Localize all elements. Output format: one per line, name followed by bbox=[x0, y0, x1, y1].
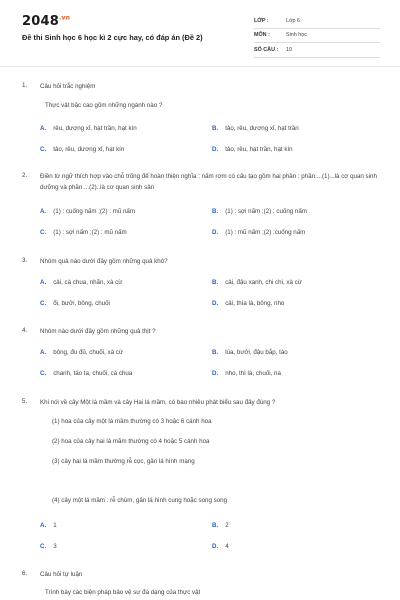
option-a[interactable]: A. 1 bbox=[40, 522, 57, 529]
option-c[interactable]: C. chanh, táo ta, chuối, cà chua bbox=[40, 370, 133, 377]
option-b[interactable]: B. 2 bbox=[212, 522, 229, 529]
meta-row-count: SỐ CÂU : 10 bbox=[254, 43, 380, 58]
document-title: Đề thi Sinh học 6 học kì 2 cực hay, có đáp án (Đề 2) bbox=[22, 33, 203, 42]
option-d[interactable]: D. cải, thìa là, bông, nho bbox=[212, 300, 285, 307]
meta-table bbox=[254, 14, 380, 58]
option-a[interactable]: A. (1) : cuống nấm ;(2) : mũ nấm bbox=[40, 208, 136, 215]
option-d[interactable]: D. nho, thì là, chuối, na bbox=[212, 370, 281, 377]
option-d[interactable]: D. tảo, rêu, hạt trần, hạt kín bbox=[212, 146, 293, 153]
option-b[interactable]: B. tảo, rêu, dương xỉ, hạt trần bbox=[212, 125, 299, 132]
document-header bbox=[0, 0, 400, 62]
statement-2: (2) hoa của cây hai lá mầm thường có 4 hoặc 5 cánh hoa bbox=[52, 438, 210, 445]
option-c[interactable]: C. (1) : sợi nấm ;(2) : mũ nấm bbox=[40, 229, 127, 236]
statement-4: (4) cây một lá mầm : rễ chùm, gân lá hình cung hoặc song song bbox=[52, 497, 228, 504]
option-d[interactable]: D. (1) : mũ nấm ;(2) :cuống nấm bbox=[212, 229, 306, 236]
statement-1: (1) hoa của cây một lá mầm thường có 3 hoặc 6 cánh hoa bbox=[52, 418, 212, 425]
option-a[interactable]: A. cải, cà chua, nhãn, xà cừ bbox=[40, 279, 123, 286]
option-b[interactable]: B. (1) : sợi nấm ;(2) : cuống nấm bbox=[212, 208, 307, 215]
header-divider bbox=[0, 66, 400, 67]
option-a[interactable]: A. rêu, dương xỉ, hạt trần, hạt kín bbox=[40, 125, 137, 132]
meta-row-grade: LỚP : Lớp 6 bbox=[254, 14, 380, 29]
option-c[interactable]: C. 3 bbox=[40, 543, 57, 550]
option-c[interactable]: C. ổi, bưởi, bông, chuối bbox=[40, 300, 110, 307]
site-logo[interactable]: $2048^{.vn}$ bbox=[22, 14, 71, 29]
option-b[interactable]: B. cải, đậu xanh, chi chi, xà cừ bbox=[212, 279, 302, 286]
option-d[interactable]: D. 4 bbox=[212, 543, 229, 550]
option-a[interactable]: A. bông, đu đủ, chuối, xà cừ bbox=[40, 349, 124, 356]
option-b[interactable]: B. lúa, bưởi, đậu bắp, táo bbox=[212, 349, 288, 356]
statement-3: (3) cây hai lá mầm thường rễ cọc, gân lá hình mạng bbox=[52, 458, 195, 465]
meta-row-subject: MÔN : Sinh học bbox=[254, 29, 380, 44]
option-c[interactable]: C. tảo, rêu, dương xỉ, hạt kín bbox=[40, 146, 125, 153]
